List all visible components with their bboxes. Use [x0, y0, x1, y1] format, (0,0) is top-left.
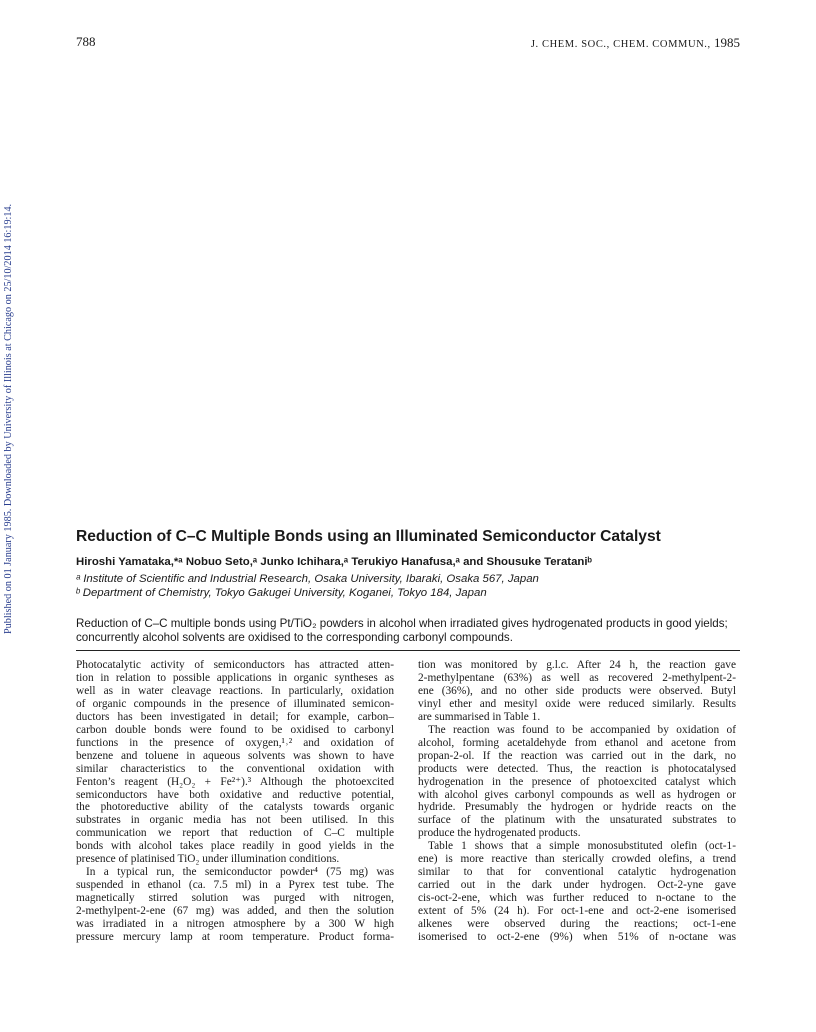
text-line: tion was monitored by g.l.c. After 24 h, the reaction gave: [418, 659, 736, 671]
text-line: isomerised to oct-2-ene (9%) when 51% of n-octane was: [418, 931, 736, 944]
text-line: hydrogenation in the presence of photoexcited catalyst which: [418, 775, 736, 788]
section-divider: [76, 650, 740, 651]
affiliation-b: ᵇ Department of Chemistry, Tokyo Gakugei University, Koganei, Tokyo 184, Japan: [76, 586, 487, 599]
journal-year: 1985: [714, 35, 740, 50]
article-title: Reduction of C–C Multiple Bonds using an Illuminated Semiconductor Catalyst: [76, 528, 661, 545]
text-line: ene (36%), and no other side products were observed. Butyl: [418, 684, 736, 697]
text-line: surface of the platinum with the unsaturated substrates to: [418, 814, 736, 827]
text-line: presence of platinised TiO₂ under illumination conditions.: [76, 853, 340, 866]
text-line: with alcohol gives carbonyl compounds as well as hydrogen or: [418, 788, 736, 801]
text-line: suspended in ethanol (ca. 7.5 ml) in a Pyrex test tube. The: [76, 879, 394, 892]
text-line: produce the hydrogenated products.: [418, 827, 581, 840]
text-line: semiconductors have both oxidative and reductive potential,: [76, 788, 394, 801]
text-line: alcohol, forming acetaldehyde from ethanol and acetone from: [418, 736, 736, 749]
running-head: [531, 35, 740, 51]
text-line: was irradiated in a nitrogen atmosphere by a 300 W high: [76, 918, 394, 931]
text-line: benzene and toluene in aqueous solvents was shown to have: [76, 749, 394, 762]
text-line: In a typical run, the semiconductor powder⁴ (75 mg) was: [86, 866, 394, 879]
text-line: 2-methylpentane (63%) as well as recovered 2-methylpent-2-: [418, 671, 736, 684]
author-list: Hiroshi Yamataka,*ᵃ Nobuo Seto,ᵃ Junko Ichihara,ᵃ Terukiyo Hanafusa,ᵃ and Shousuke Terataniᵇ: [76, 556, 593, 568]
text-line: alkenes were observed during the reactions; oct-1-ene: [418, 918, 736, 931]
text-line: bonds with alcohol takes place readily in good yields in the: [76, 840, 394, 853]
body-column-left: [76, 659, 394, 944]
text-line: Table 1 shows that a simple monosubstituted olefin (oct-1-: [428, 840, 736, 853]
text-line: well as in water cleavage reactions. In particularly, oxidation: [76, 684, 394, 697]
text-line: tion in relation to possible applications in organic syntheses as: [76, 671, 394, 684]
text-line: ductors has been investigated in detail; for example, carbon–: [76, 710, 394, 723]
text-line: carried out in the dark under hydrogen. Oct-2-yne gave: [418, 879, 736, 892]
text-line: communication we report that reduction of C–C multiple: [76, 827, 394, 840]
journal-name: J. CHEM. SOC., CHEM. COMMUN.,: [530, 39, 711, 50]
text-line: functions in the presence of oxygen,¹˒² and oxidation of: [76, 736, 394, 749]
text-line: cis-oct-2-ene, which was further reduced to n-octane to the: [418, 892, 736, 905]
text-line: propan-2-ol. If the reaction was carried out in the dark, no: [418, 749, 736, 762]
affiliation-a: ᵃ Institute of Scientific and Industrial Research, Osaka University, Ibaraki, Osaka 567, Japan: [76, 573, 539, 585]
text-line: Photocatalytic activity of semiconductors has attracted atten-: [76, 659, 394, 671]
text-line: similar characteristics to the conventional oxidation with: [76, 762, 394, 775]
text-line: the photoreductive ability of the catalysts towards organic: [76, 801, 394, 814]
watermark-text: Published on 01 January 1985. Downloaded by University of Illinois at Chicago on 25/10/2014 16:19:14.: [3, 203, 14, 634]
text-line: are summarised in Table 1.: [418, 710, 541, 723]
text-line: vinyl ether and mesityl oxide were reduced similarly. Results: [418, 697, 736, 710]
text-line: substrates in organic media has not been utilised. In this: [76, 814, 394, 827]
text-line: products were detected. Thus, the reaction is photocatalysed: [418, 762, 736, 775]
text-line: hydride. Presumably the hydrogen or hydride reacts on the: [418, 801, 736, 814]
text-line: similar to that for conventional catalytic hydrogenation: [418, 866, 736, 879]
text-line: 2-methylpent-2-ene (67 mg) was added, and then the solution: [76, 905, 394, 918]
text-line: of organic compounds in the presence of illuminated semicon-: [76, 697, 394, 710]
page-number: 788: [76, 34, 96, 49]
abstract: Reduction of C–C multiple bonds using Pt/TiO₂ powders in alcohol when irradiated gives hydrogenated products in good yields; concurrently alcohol solvents are oxidised to the corresponding carbonyl compounds.: [76, 617, 728, 644]
body-column-right: [418, 659, 736, 944]
text-line: ene) is more reactive than sterically crowded olefins, a trend: [418, 853, 736, 866]
text-line: carbon double bonds were found to be oxidised to carbonyl: [76, 723, 394, 736]
text-line: extent of 5% (24 h). For oct-1-ene and oct-2-ene isomerised: [418, 905, 736, 918]
text-line: pressure mercury lamp at room temperature. Product forma-: [76, 931, 394, 944]
text-line: Fenton’s reagent (H₂O₂ + Fe²⁺).³ Although the photoexcited: [76, 775, 394, 788]
text-line: magnetically stirred solution was purged with nitrogen,: [76, 892, 394, 905]
download-watermark: [3, 184, 17, 634]
text-line: The reaction was found to be accompanied by oxidation of: [428, 723, 736, 736]
